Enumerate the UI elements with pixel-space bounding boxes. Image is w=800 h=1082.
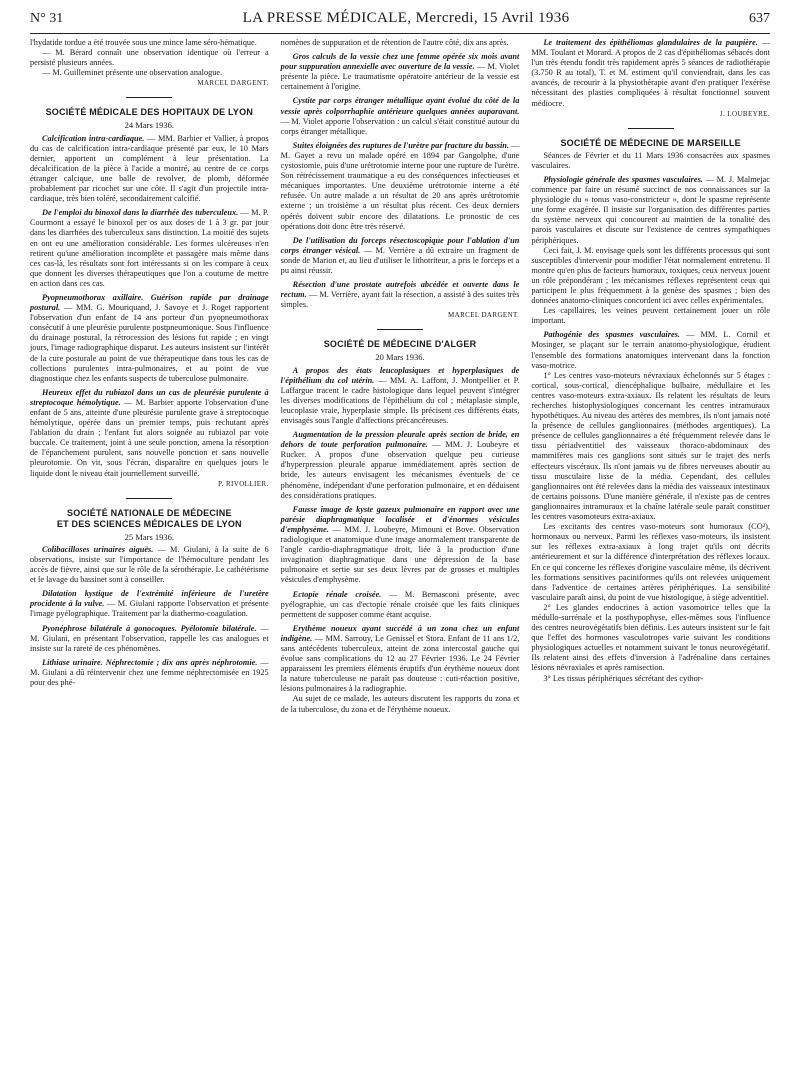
article-text: — MM. G. Mouriquand, J. Savoye et J. Roget rapportent l'observation d'un enfant de 14 ans porteur d'un pyopneumothorax consécutif à une pleurésie purulente postpneumonique. Sous l'influence du drainage postural, la rétrocession des lésions fut rapide ; en vingt jours, l'image radiographique disparut. Les auteurs insistent sur l'intérêt de la cure posturale au point de vue thérapeutique dans tous les cas de collections purulentes intra-pulmonaires, et au point de vue diagnostique chez les enfants suspects de tuberculose pulmonaire.	[30, 303, 269, 383]
article-title: De l'utilisation du forceps résectoscopique pour l'ablation d'un corps étranger vésical.	[280, 235, 520, 255]
article-title: Physiologie générale des spasmes vasculaires.	[543, 174, 703, 184]
paragraph: Ceci fait, J. M. envisage quels sont les différents processus qui sont susceptibles d'intervenir pour modifier l'état normalement entretenu. Il montre qu'en plus de facteurs humoraux, toxiques, ceux nerveux jouent un rôle prépondérant ; les mécanismes réflexes représentent ceux qui participent le plus fréquemment à la genèse des spasmes ; bien des données anatomo-cliniques concordent ici avec celles expérimentales.	[531, 245, 771, 306]
section-title: SOCIÉTÉ MÉDICALE DES HOPITAUX DE LYON	[45, 107, 254, 118]
article	[281, 236, 520, 276]
article-title: Gros calculs de la vessie chez une femme opérée six mois avant pour suppuration annexielle avec ouverture de la vessie.	[280, 52, 520, 72]
separator	[377, 329, 423, 330]
article	[30, 134, 269, 205]
session-date: 24 Mars 1936.	[124, 120, 175, 131]
signature: J. LOUBEYRE.	[719, 109, 771, 118]
paragraph: Les capillaires, les veines peuvent certainement jouer un rôle important.	[531, 306, 771, 326]
section-title-line: ET DES SCIENCES MÉDICALES DE LYON	[56, 518, 242, 529]
article-text: — M. Gayet a revu un malade opéré en 1894 par Gangolphe, d'une cystostomie, puis d'une urétrotomie interne pour une rupture de l'urètre. Son rétrécissement traumatique a eu des conséquences infectieuses et mécaniques importantes. Une deuxième urétrotomie interne a été refusée. Un autre malade a un résultat de 20 ans après urétrotomie externe ; un troisième a un résultat plus récent. Ces deux derniers opérés doivent subir encore des dilatations. Le pronostic de ces opérations doit donc être très réservé.	[280, 140, 520, 231]
article-text: — MM. Toulant et Morard. A propos de 2 cas d'épithéliomas sébacés dont l'un très étendu fondit très rapidement après 5 séances de radiothérapie (3.750 R au total), T. et M. estiment qu'il conviendrait, dans les cas avancés, de recourir à la physiothérapie avant d'en pratiquer l'exérèse nécessitant des plasties compliquées à résultat fonctionnel souvent médiocre.	[531, 38, 771, 108]
signature: MARCEL DARGENT.	[448, 311, 520, 320]
article-title: A propos des états leucoplasiques et hyperplasiques de l'épithélium du col utérin.	[280, 365, 520, 385]
article-text: — M. Verrière a dû extraire un fragment de sonde de Marion et, au lieu d'utiliser le lithotriteur, a pris le forceps et a pu ainsi réussir.	[280, 245, 520, 275]
article-title: Ectopie rénale croisée.	[292, 589, 382, 599]
article-title: Pyopneumothorax axillaire. Guérison rapide par drainage postural.	[30, 292, 269, 313]
article	[281, 52, 520, 92]
session-date: 25 Mars 1936.	[124, 531, 175, 542]
article	[30, 658, 269, 688]
article-text: — MM. L. Cornil et Mosinger, se plaçant sur le terrain anatomo-physiologique, étudient l'ensemble des formations anatomiques intervenant dans la fonction vaso-motrice.	[531, 330, 771, 370]
article	[281, 624, 520, 695]
article	[281, 280, 520, 310]
article-title: Le traitement des épithéliomas glandulaires de la paupière.	[543, 38, 758, 47]
article-title: Lithiase urinaire. Néphrectomie ; dix ans après néphrotomie.	[42, 657, 258, 667]
signature: P. RIVOLLIER.	[218, 479, 269, 488]
article-title: Heureux effet du rubiazol dans un cas de pleurésie purulente à streptocoque hémolytique.	[30, 387, 269, 407]
article-title: Suites éloignées des ruptures de l'urètre par fracture du bassin.	[292, 140, 509, 150]
section-title: SOCIÉTÉ DE MÉDECINE DE MARSEILLE	[560, 137, 741, 148]
article	[531, 175, 770, 246]
section-title: SOCIÉTÉ DE MÉDECINE D'ALGER	[323, 339, 477, 350]
section-title	[30, 508, 269, 530]
article-text: — M. J. Malmejac commence par faire un résumé succinct de nos connaissances sur la physiologie du « tonus vaso-constricteur », dont le spasme représente une forme exagérée. Il insiste sur l'organisation des différentes parties du système nerveux qui concourent au maintien de la tonalité des parois vasculaires et discute sur l'existence de centres sympathiques périphériques.	[531, 174, 771, 245]
separator	[126, 498, 172, 499]
article	[281, 141, 520, 232]
article	[281, 590, 520, 620]
article-text: — M. Violet présente la pièce. Le traumatisme opératoire antérieur de la vessie est certainement à l'origine.	[280, 62, 520, 92]
article-title: Erythème noueux ayant succédé à un zona chez un enfant indigène.	[280, 623, 520, 643]
article	[281, 430, 520, 501]
article-title: Pyonéphrose bilatérale à gonocoques. Pyélotomie bilatérale.	[42, 623, 257, 633]
paragraph: Les excitants des centres vaso-moteurs sont humoraux (CO²), hormonaux ou nerveux. Parmi les réflexes vaso-moteurs, ils insistent sur les réflexes extra-axiaux à long trajet qu'ils ont décrits antérieurement et sur la différence d'interprétation des réflexes locaux. En ce qui concerne les réflexes d'origine vasculaire même, ils décrivent les formations sensitives paciniformes qu'ils ont relevées uniquement dans l'adventice de certaines artères périphériques. La sensibilité vasculaire paraît ainsi, du point de vue histologique, à siège adventitiel.	[531, 522, 771, 602]
article-text: — MM. J. Loubeyre et Rucker. A propos d'une observation quelque peu curieuse d'hyperpression pleurale apparue immédiatement après section de bride, les auteurs envisagent les mécanismes éventuels de ce phénomène, indépendant d'une perforation pulmonaire, et en déduisent des considérations pratiques.	[280, 440, 520, 500]
article-text: — M. Giulani rapporte l'observation et présente l'image pyélographique. Traitement par la diathermo-coagulation.	[30, 599, 269, 619]
page-header	[30, 10, 770, 32]
journal-title: LA PRESSE MÉDICALE, Mercredi, 15 Avril 1936	[242, 10, 570, 26]
article-title: Résection d'une prostate autrefois abcédée et ouverte dans le rectum.	[280, 280, 520, 300]
article	[531, 38, 770, 109]
article-title: Dilatation kystique de l'extrémité inférieure de l'uretère procidente à la vulve.	[30, 589, 269, 609]
article-title: Cystite par corps étranger métallique ayant évolué du côté de la vessie après colporrhaphie antérieure quelques années auparavant.	[280, 96, 520, 116]
article	[30, 589, 269, 619]
article-text: — MM. J. Loubeyre, Mimouni et Bove. Observation radiologique et anatomique d'une image anormalement transparente de l'angle cardio-diaphragmatique droit, liée à la production d'une invagination diaphragmatique dans une dépression de la base pulmonaire et sertie sur ses deux lèvres par de grosses et multiples vésicules d'emphysème.	[280, 524, 520, 585]
article	[30, 624, 269, 654]
header-rule	[30, 33, 770, 34]
article	[531, 330, 770, 370]
article-text: — M. Giulani, en présentant l'observation, rappelle les cas analogues et insiste sur la rareté de ces phénomènes.	[30, 623, 269, 653]
article-text: — M. Giulani, à la suite de 6 observations, insiste sur l'importance de l'hémoculture pendant les accès de fièvre, ainsi que sur le rôle de la sérothérapie. Le cathétérisme et le lavage du bassinet sont à conseiller.	[30, 544, 269, 585]
article	[30, 293, 269, 384]
article-text: — M. Giulani a dû réintervenir chez une femme néphrectomisée en 1925 pour des phé-	[30, 657, 269, 687]
article-text: — M. Verrière, ayant fait la résection, a assisté à des suites très simples.	[280, 290, 520, 310]
signature: MARCEL DARGENT.	[197, 79, 269, 88]
article-text: — M. Bernasconi présente, avec pyélographie, un cas d'ectopie rénale croisée que les faits cliniques permettent de supposer comme étant acquise.	[280, 589, 520, 619]
paragraph: nomènes de suppuration et de rétention de l'autre côté, dix ans après.	[280, 38, 509, 47]
article-text: — MM. Barbier et Vallier, à propos du cas de calcification intra-cardiaque présenté par eux, le 10 Mars dernier, apportent un complément à leur présentation. La décalcification de la pièce à l'acide a montré, au centre de ce corps étranger calcique, une balle de revolver, de plomb, déformée probablement par ricochet sur une côte. Il s'agit d'un projectile intra-cardiaque, très bien toléré, secondairement calcifié.	[30, 133, 269, 204]
article	[30, 545, 269, 585]
separator	[628, 128, 674, 129]
article-title: De l'emploi du binoxol dans la diarrhée des tuberculeux.	[42, 208, 239, 218]
column-1	[30, 38, 269, 715]
column-2	[281, 38, 520, 715]
article-text: — MM. Sarrouy, Le Genissel et Stora. Enfant de 11 ans 1/2, sans antécédents tuberculeux, atteint de zona intercostal gauche qui évolue sans complications du 12 au 27 Février 1936. Le 24 Février apparaissent les premiers éléments éruptifs d'un érythème noueux dont la nature tuberculeuse ne paraît pas douteuse : cuti-réaction positive, lésions pulmonaires à la radiographie.	[280, 633, 520, 694]
columns	[30, 38, 770, 715]
article	[281, 505, 520, 586]
separator	[126, 97, 172, 98]
column-3	[531, 38, 770, 715]
paragraph: 3° Les tissus périphériques sécrétant des cythor-	[543, 673, 704, 683]
article-title: Augmentation de la pression pleurale après section de bride, en dehors de toute perforation pulmonaire.	[280, 430, 520, 450]
paragraph: — M. Bérard connaît une observation identique où l'erreur a persisté plusieurs années.	[30, 48, 269, 68]
article-title: Fausse image de kyste gazeux pulmonaire en rapport avec une parésie diaphragmatique localisée et d'énormes vésicules d'emphysème.	[280, 504, 520, 534]
article-title: Colibacilloses urinaires aiguës.	[42, 544, 154, 554]
article	[30, 208, 269, 289]
page-number: 637	[749, 11, 770, 26]
article-title: Calcification intra-cardiaque.	[42, 133, 145, 143]
article	[30, 388, 269, 479]
article	[281, 96, 520, 136]
paragraph: Au sujet de ce malade, les auteurs discutent les rapports du zona et de la tuberculose, du zona et de l'érythème noueux.	[280, 694, 520, 714]
article-text: — M. P. Courmont a essayé le binoxol per os aux doses de 1 à 3 gr. par jour dans les diarrhées des tuberculeux sans distinction. La moitié des sujets en ont eu une amélioration considérable. Les formes ulcéreuses n'en retirent qu'une amélioration incomplète et passagère mais même dans ces cas-là, les résultats sont fort intéressants si on les compare à ceux que donnent les diverses thérapeutiques que l'on a coutume de mettre en action dans ces cas.	[30, 208, 269, 288]
paragraph: — M. Guilleminet présente une observation analogue.	[42, 68, 223, 78]
section-title-line: SOCIÉTÉ NATIONALE DE MÉDECINE	[67, 507, 232, 518]
issue-number: N° 31	[30, 11, 64, 26]
paragraph: 1° Les centres vaso-moteurs névraxiaux échelonnés sur 5 étages : cortical, sous-cortical, diencéphalique bulbaire, médullaire et les centres vaso-moteurs extra-axiaux. Ils relatent les résultats de leurs recherches histophysiologiques concernant les centres intramuraux hypothétiques. Au niveau des artères des membres, ils n'ont jamais noté la présence de cellules ganglionnaires (méthodes argentiques). La présence de cellules ganglionnaires a été fréquemment relevée dans le tissu périadventitiel des vaisseaux thoraco-abdominaux des mammifères mais ces ganglions sont situés sur le trajet des nerfs effecteurs viscéraux. Ils n'ont jamais vu de fibres nerveuses aboutir au tissu musculaire lisse de la média. Cependant, des cellules ganglionnaires ont été relevées dans la média des vaisseaux intestinaux de certains poissons. D'une manière générale, il n'existe pas de centres ganglionnaires intramuraux et la chaîne latérale seule paraît constituer les centres vasomoteurs extra-axiaux.	[531, 370, 771, 522]
article	[281, 366, 520, 427]
paragraph: l'hydatide tordue a été trouvée sous une mince lame séro-hématique.	[30, 38, 257, 47]
paragraph: 2° Les glandes endocrines à action vasomotrice telles que la médullo-surrénale et la posthypophyse, elles-mêmes sous l'influence des centres neurovégétatifs bien définis. Les auteurs insistent sur le fait que l'effet des hormones vasculotropes varie suivant les conditions physiologiques actuelles et notamment suivant le tonus neurovégétatif. Ils relatent ainsi des effets d'inversion à l'adrénaline dans certaines lésions névraxiales et après ramisection.	[531, 602, 771, 673]
article-text: — MM. A. Laffont, J. Montpellier et P. Laffargue tracent le cadre histologique dans lequel peuvent s'intégrer les diverses modifications de l'épithélium du col ; métaplasie simple, leucoplasie vraie, hyperplasie simple. Ils précisent ces différents états, envisagés sous l'angle d'affections précancéreuses.	[280, 375, 520, 425]
article-title: Pathogénie des spasmes vasculaires.	[543, 330, 680, 340]
article-text: — M. Barbier apporte l'observation d'une enfant de 5 ans, atteinte d'une pleurésie purulente grave à streptocoque hémolytique, opérée dans un premier temps, puis rechutant après l'ablation du drain ; l'enfant fut alors soignée au rubiazol par voie buccale. Ce traitement, joint à une seule ponction, amena la résorption de l'épanchement purulent, sans nouvelle ponction et sans nouvelle pleurotomie. On vit, sous l'écran, disparaître en quelques jours le liquide dont le niveau était journellement surveillé.	[30, 397, 269, 478]
session-date: 20 Mars 1936.	[375, 352, 425, 363]
article-text: — M. Violet apporte l'observation : un calcul s'était constitué autour du corps étranger métallique.	[280, 116, 520, 136]
paragraph: Séances de Février et du 11 Mars 1936 consacrées aux spasmes vasculaires.	[531, 150, 771, 170]
